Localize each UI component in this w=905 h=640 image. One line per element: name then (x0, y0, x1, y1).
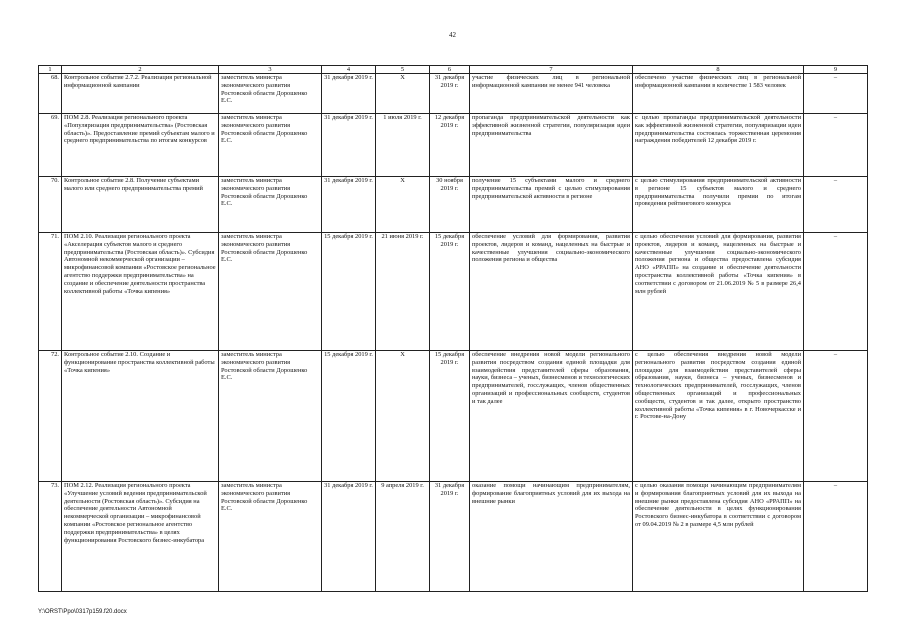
column-number: 4 (322, 66, 376, 74)
achieved-result: обеспечено участие физических лиц в региональной информационной кампании в количестве 1 583 человек (633, 74, 804, 114)
planned-end-date: X (376, 74, 430, 114)
column-number: 1 (39, 66, 62, 74)
planned-start-date: 31 декабря 2019 г. (322, 74, 376, 114)
column-number: 7 (470, 66, 633, 74)
planned-end-date: X (376, 177, 430, 233)
problems-cell: – (804, 482, 868, 592)
planned-end-date: X (376, 351, 430, 482)
column-number: 3 (219, 66, 322, 74)
problems-cell: – (804, 74, 868, 114)
responsible-person: заместитель министра экономического развития Ростовской области Дорошенко Е.С. (219, 233, 322, 351)
file-path-footer: Y:\ORST\Ppo\0317p159.f20.docx (38, 609, 127, 615)
planned-end-date: 9 апреля 2019 г. (376, 482, 430, 592)
problems-cell: – (804, 114, 868, 177)
responsible-person: заместитель министра экономического развития Ростовской области Дорошенко Е.С. (219, 177, 322, 233)
achieved-result: с целью обеспечения условий для формирования, развития проектов, лидеров и команд, нацеленных на быстрые и качественные улучшения социально-экономического положения региона и общества предоставлена субсидия АНО «РРАПП» на создание и обеспечение деятельности пространства коллективной работы «Точка кипения» в соответствии с договором от 21.06.2019 № 5 в размере 26,4 млн рублей (633, 233, 804, 351)
expected-result: обеспечение условий для формирования, развития проектов, лидеров и команд, нацеленных на быстрые и качественные улучшения социально-экономического положения региона и общества (470, 233, 633, 351)
responsible-person: заместитель министра экономического развития Ростовской области Дорошенко Е.С. (219, 114, 322, 177)
event-name: ПОМ 2.8. Реализация регионального проекта «Популяризация предпринимательства» (Ростовская область)». Предоставление премий субъектам малого и среднего предпринимательства по итогам конкурсов (62, 114, 219, 177)
planned-start-date: 15 декабря 2019 г. (322, 351, 376, 482)
expected-result: участие физических лиц в региональной информационной кампании не менее 941 человека (470, 74, 633, 114)
row-number: 69. (39, 114, 62, 177)
problems-cell: – (804, 177, 868, 233)
achieved-result: с целью пропаганды предпринимательской деятельности как эффективной жизненной стратегии, популяризации идеи предпринимательства состоялась торжественная церемония награждения победителей 12 декабря 2019 г. (633, 114, 804, 177)
column-number: 6 (430, 66, 470, 74)
row-number: 73. (39, 482, 62, 592)
event-name: Контрольное событие 2.10. Создание и функционирование пространства коллективной работы «Точка кипения» (62, 351, 219, 482)
expected-result: оказание помощи начинающим предпринимателям, формирование благоприятных условий для их выхода на внешние рынки (470, 482, 633, 592)
table-row (39, 233, 868, 351)
achieved-result: с целью обеспечения внедрения новой модели регионального развития посредством создания единой площадки для взаимодействия представителей сферы образования, науки, бизнеса – ученых, бизнесменов и технологических предпринимателей, госслужащих, членов общественных организаций и профессиональных сообществ, студентов и так далее, открыто пространство коллективной работы «Точка кипения» в г. Новочеркасске и г. Ростове-на-Дону (633, 351, 804, 482)
row-number: 72. (39, 351, 62, 482)
table-row (39, 114, 868, 177)
planned-start-date: 31 декабря 2019 г. (322, 114, 376, 177)
actual-end-date: 15 декабря 2019 г. (430, 233, 470, 351)
table-row (39, 482, 868, 592)
responsible-person: заместитель министра экономического развития Ростовской области Дорошенко Е.С. (219, 351, 322, 482)
achieved-result: с целью стимулирования предпринимательской активности в регионе 15 субъектов малого и среднего предпринимательства получили премии по итогам проведения рейтингового конкурса (633, 177, 804, 233)
row-number: 70. (39, 177, 62, 233)
planned-end-date: 21 июня 2019 г. (376, 233, 430, 351)
column-number-row (39, 66, 868, 74)
row-number: 71. (39, 233, 62, 351)
expected-result: обеспечение внедрения новой модели регионального развития посредством создания единой площадки для взаимодействия представителей сферы образования, науки, бизнеса – ученых, бизнесменов и технологических предпринимателей, госслужащих, членов общественных организаций и профессиональных сообществ, студентов и так далее (470, 351, 633, 482)
planned-end-date: 1 июля 2019 г. (376, 114, 430, 177)
actual-end-date: 15 декабря 2019 г. (430, 351, 470, 482)
planned-start-date: 31 декабря 2019 г. (322, 482, 376, 592)
actual-end-date: 30 ноября 2019 г. (430, 177, 470, 233)
responsible-person: заместитель министра экономического развития Ростовской области Дорошенко Е.С. (219, 482, 322, 592)
page-number: 42 (449, 31, 456, 39)
results-table (38, 65, 868, 592)
event-name: Контрольное событие 2.7.2. Реализация региональной информационной кампании (62, 74, 219, 114)
expected-result: получение 15 субъектами малого и среднего предпринимательства премий с целью стимулирования предпринимательской активности в регионе (470, 177, 633, 233)
event-name: ПОМ 2.10. Реализация регионального проекта «Акселерация субъектов малого и среднего предпринимательства (Ростовская область)». Субсидия Автономной некоммерческой организации – микрофинансовой компании «Ростовское региональное агентство поддержки предпринимательства» на создание и обеспечение деятельности пространства коллективной работы «Точка кипения» (62, 233, 219, 351)
column-number: 2 (62, 66, 219, 74)
event-name: Контрольное событие 2.8. Получение субъектами малого или среднего предпринимательства премий (62, 177, 219, 233)
actual-end-date: 12 декабря 2019 г. (430, 114, 470, 177)
planned-start-date: 15 декабря 2019 г. (322, 233, 376, 351)
responsible-person: заместитель министра экономического развития Ростовской области Дорошенко Е.С. (219, 74, 322, 114)
expected-result: пропаганда предпринимательской деятельности как эффективной жизненной стратегии, популяризация идеи предпринимательства (470, 114, 633, 177)
problems-cell: – (804, 233, 868, 351)
problems-cell: – (804, 351, 868, 482)
table-row (39, 74, 868, 114)
actual-end-date: 31 декабря 2019 г. (430, 482, 470, 592)
column-number: 5 (376, 66, 430, 74)
row-number: 68. (39, 74, 62, 114)
event-name: ПОМ 2.12. Реализация регионального проекта «Улучшение условий ведения предпринимательской деятельности (Ростовская область)». Субсидия на обеспечение деятельности Автономной некоммерческой организации – микрофинансовой компании «Ростовское региональное агентство поддержки предпринимательства» в целях функционирования Ростовского бизнес-инкубатора (62, 482, 219, 592)
column-number: 8 (633, 66, 804, 74)
planned-start-date: 31 декабря 2019 г. (322, 177, 376, 233)
actual-end-date: 31 декабря 2019 г. (430, 74, 470, 114)
table-row (39, 177, 868, 233)
table-row (39, 351, 868, 482)
column-number: 9 (804, 66, 868, 74)
achieved-result: с целью оказания помощи начинающим предпринимателям и формирования благоприятных условий для их выхода на внешние рынки предоставлена субсидия АНО «РРАПП» на обеспечение деятельности в целях функционирования Ростовского бизнес-инкубатора в соответствии с договором от 09.04.2019 № 2 в размере 4,5 млн рублей (633, 482, 804, 592)
